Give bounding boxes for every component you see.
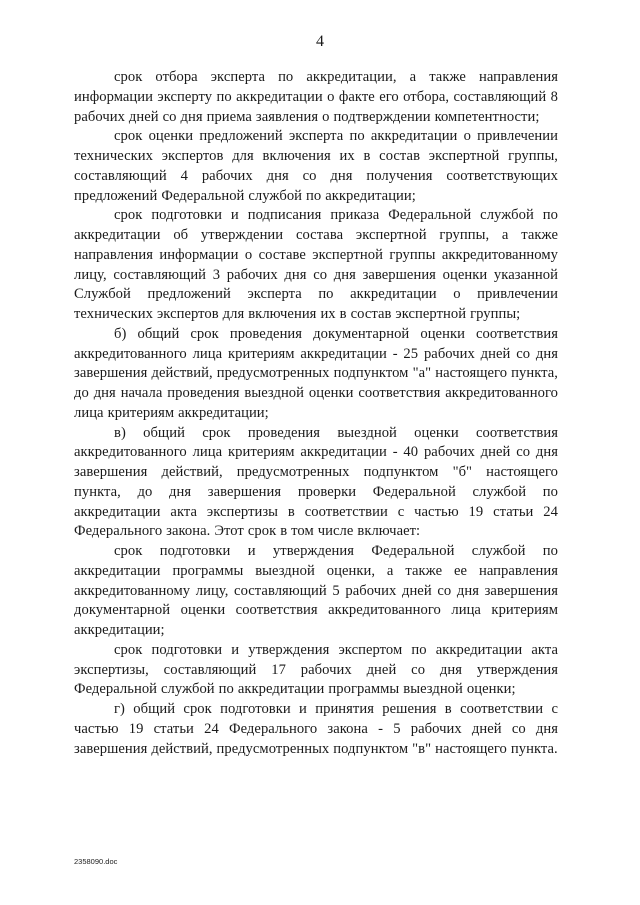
paragraph-technical-experts-evaluation-term: срок оценки предложений эксперта по аккредитации о привлечении технических экспертов для включения их в состав экспертной группы, составляющий 4 рабочих дня со дня получения соответствующих предложений Федеральной службой по аккредитации; bbox=[74, 128, 558, 204]
paragraph-item-v-onsite-assessment: в) общий срок проведения выездной оценки соответствия аккредитованного лица критериям аккредитации - 40 рабочих дней со дня завершения действий, предусмотренных подпунктом "б" настоящего пункта, до дня завершения проверки Федеральной службой по аккредитации акта экспертизы в соответствии с частью 19 статьи 24 Федерального закона. Этот срок в том числе включает: bbox=[74, 424, 558, 540]
page-number: 4 bbox=[316, 33, 324, 50]
paragraph-examination-act-term: срок подготовки и утверждения экспертом по аккредитации акта экспертизы, составляющий 17 рабочих дней со дня утверждения Федеральной службой по аккредитации программы выездной оценки; bbox=[74, 641, 558, 698]
paragraph-item-g-decision-term: г) общий срок подготовки и принятия решения в соответствии с частью 19 статьи 24 Федерального закона - 5 рабочих дней со дня завершения действий, предусмотренных подпунктом "в" настоящего пункта. bbox=[74, 701, 558, 757]
document-body bbox=[74, 68, 558, 759]
document-footer-code: 2358090.doc bbox=[74, 857, 118, 866]
paragraph-item-b-documentary-assessment: б) общий срок проведения документарной оценки соответствия аккредитованного лица критериям аккредитации - 25 рабочих дней со дня завершения действий, предусмотренных подпунктом "а" настоящего пункта, до дня начала проведения выездной оценки соответствия аккредитованного лица критериям аккредитации; bbox=[74, 325, 558, 421]
paragraph-expert-group-order-term: срок подготовки и подписания приказа Федеральной службой по аккредитации об утверждении состава экспертной группы, а также направления информации о составе экспертной группы аккредитованному лицу, составляющий 3 рабочих дня со дня завершения оценки указанной Службой предложений эксперта по аккредитации о привлечении технических экспертов для включения их в состав экспертной группы; bbox=[74, 207, 558, 322]
paragraph-onsite-program-term: срок подготовки и утверждения Федеральной службой по аккредитации программы выездной оценки, а также ее направления аккредитованному лицу, составляющий 5 рабочих дней со дня завершения документарной оценки соответствия аккредитованного лица критериям аккредитации; bbox=[74, 543, 558, 638]
paragraph-expert-selection-term: срок отбора эксперта по аккредитации, а также направления информации эксперту по аккредитации о факте его отбора, составляющий 8 рабочих дней со дня приема заявления о подтверждении компетентности; bbox=[74, 69, 558, 125]
